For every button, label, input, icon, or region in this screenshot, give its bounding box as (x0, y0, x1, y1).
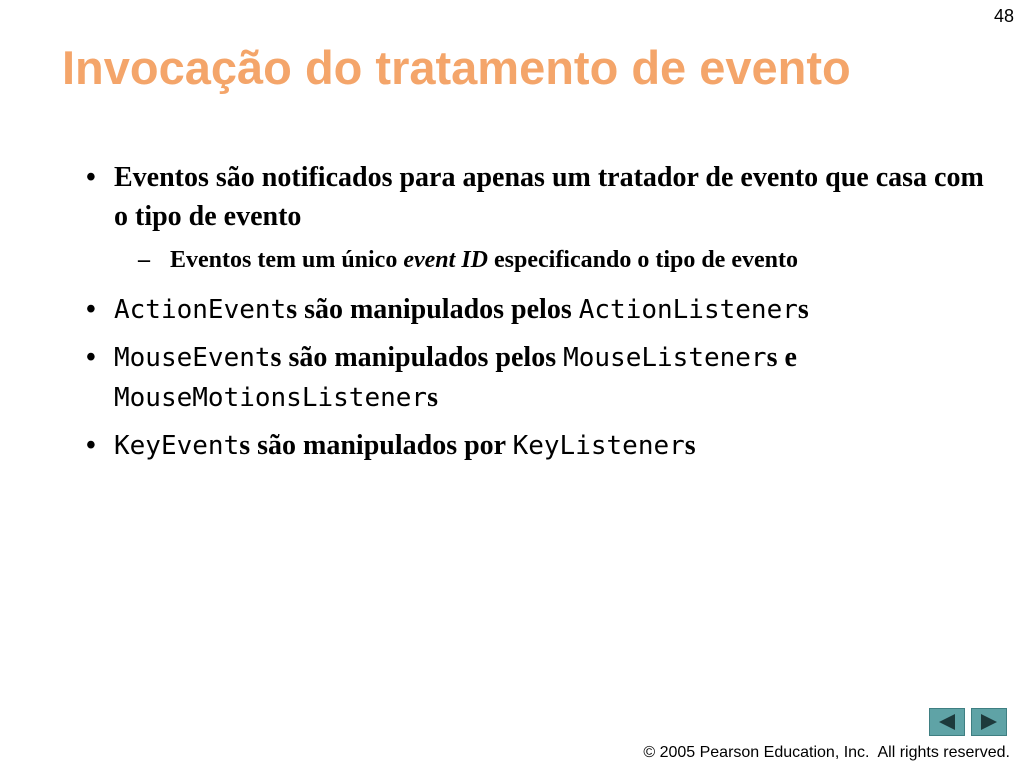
bullet-dot: • (86, 342, 96, 373)
bullet-text: s e (766, 342, 797, 373)
sub-bullet-item (86, 244, 986, 276)
bullet-list (86, 158, 986, 474)
bullet-text: s são manipulados por (239, 430, 513, 461)
bullet-text: s são manipulados pelos (286, 294, 579, 325)
code-term: KeyListener (512, 431, 685, 461)
bullet-item (86, 158, 986, 236)
triangle-left-icon (939, 714, 955, 730)
triangle-right-icon (981, 714, 997, 730)
slide-navigation (929, 708, 1007, 736)
bullet-item (86, 338, 986, 418)
sub-bullet-dash: – (138, 247, 150, 273)
code-term: ActionListener (578, 295, 798, 325)
code-term: ActionEvent (114, 295, 287, 325)
bullet-dot: • (86, 430, 96, 461)
sub-bullet-italic: event ID (403, 247, 488, 273)
copyright-symbol: © (643, 744, 656, 761)
copyright-text: 2005 Pearson Education, Inc. All rights reserved. (655, 744, 1010, 761)
code-term: MouseListener (563, 343, 767, 373)
bullet-text: s (684, 430, 696, 461)
sub-bullet-text: Eventos tem um único (170, 247, 404, 273)
code-term: MouseEvent (114, 343, 271, 373)
bullet-text: s (797, 294, 809, 325)
slide-number: 48 (993, 6, 1014, 26)
bullet-text: s são manipulados pelos (270, 342, 564, 373)
sub-bullet-text-end: especificando o tipo de evento (488, 247, 798, 273)
bullet-dot: • (86, 294, 96, 325)
bullet-item (86, 426, 986, 466)
slide-title: Invocação do tratamento de evento (62, 41, 851, 94)
bullet-text: Eventos são notificados para apenas um tratador de evento que casa com o tipo de evento (114, 162, 984, 232)
code-term: MouseMotionsListener (114, 383, 428, 413)
copyright-footer (643, 744, 1010, 762)
next-slide-button[interactable] (971, 708, 1007, 736)
bullet-item (86, 290, 986, 330)
code-term: KeyEvent (114, 431, 240, 461)
bullet-dot: • (86, 162, 96, 193)
bullet-text: s (427, 382, 438, 413)
prev-slide-button[interactable] (929, 708, 965, 736)
